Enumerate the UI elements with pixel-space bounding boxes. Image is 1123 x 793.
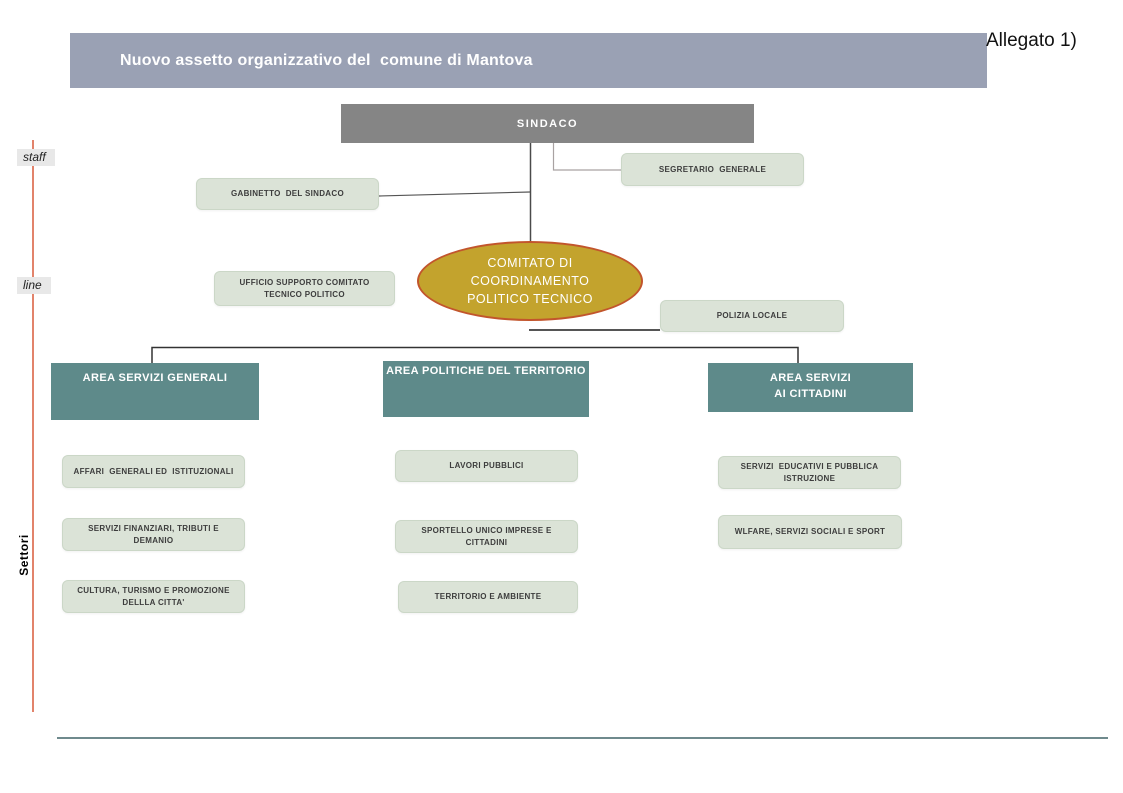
bottom-rule: [57, 737, 1108, 739]
label-line: line: [17, 277, 51, 294]
comitato-line2: COORDINAMENTO: [470, 273, 590, 288]
area-title: AREA POLITICHE DEL TERRITORIO: [386, 365, 586, 377]
connector-sindaco-segretario: [554, 143, 622, 170]
box-segretario-generale: SEGRETARIO GENERALE: [621, 153, 804, 186]
box-territorio-ambiente: TERRITORIO E AMBIENTE: [398, 581, 578, 613]
box-servizi-finanziari: SERVIZI FINANZIARI, TRIBUTI E DEMANIO: [62, 518, 245, 551]
box-area-politiche-territorio: [383, 361, 589, 417]
box-lavori-pubblici: LAVORI PUBBLICI: [395, 450, 578, 482]
connector-gabinetto-sindaco: [379, 192, 530, 196]
box-polizia-locale: POLIZIA LOCALE: [660, 300, 844, 332]
page-title: Nuovo assetto organizzativo del comune di Mantova: [120, 51, 533, 69]
area-title: AREA SERVIZI GENERALI: [82, 372, 228, 384]
label-staff: staff: [17, 149, 55, 166]
box-sindaco: SINDACO: [341, 104, 754, 143]
box-area-servizi-cittadini: [708, 363, 913, 412]
comitato-line1: COMITATO DI: [487, 255, 573, 270]
attachment-label: Allegato 1): [986, 30, 1077, 51]
box-affari-generali: AFFARI GENERALI ED ISTITUZIONALI: [62, 455, 245, 488]
staff-line-divider: [32, 140, 34, 712]
title-bar: [70, 33, 987, 88]
box-gabinetto-del-sindaco: GABINETTO DEL SINDACO: [196, 178, 379, 210]
box-welfare-sociali-sport: WLFARE, SERVIZI SOCIALI E SPORT: [718, 515, 902, 549]
comitato-line3: POLITICO TECNICO: [467, 292, 593, 307]
area-title: AREA SERVIZI: [769, 372, 852, 384]
box-cultura-turismo: CULTURA, TURISMO E PROMOZIONE DELLLA CITTA': [62, 580, 245, 613]
box-servizi-educativi: SERVIZI EDUCATIVI E PUBBLICA ISTRUZIONE: [718, 456, 901, 489]
label-settori: Settori: [17, 534, 31, 576]
area-title-line2: AI CITTADINI: [774, 387, 847, 400]
box-sportello-unico: SPORTELLO UNICO IMPRESE E CITTADINI: [395, 520, 578, 553]
ellipse-comitato: [417, 241, 643, 321]
box-ufficio-supporto: UFFICIO SUPPORTO COMITATO TECNICO POLITICO: [214, 271, 395, 306]
box-area-servizi-generali: [51, 363, 259, 420]
